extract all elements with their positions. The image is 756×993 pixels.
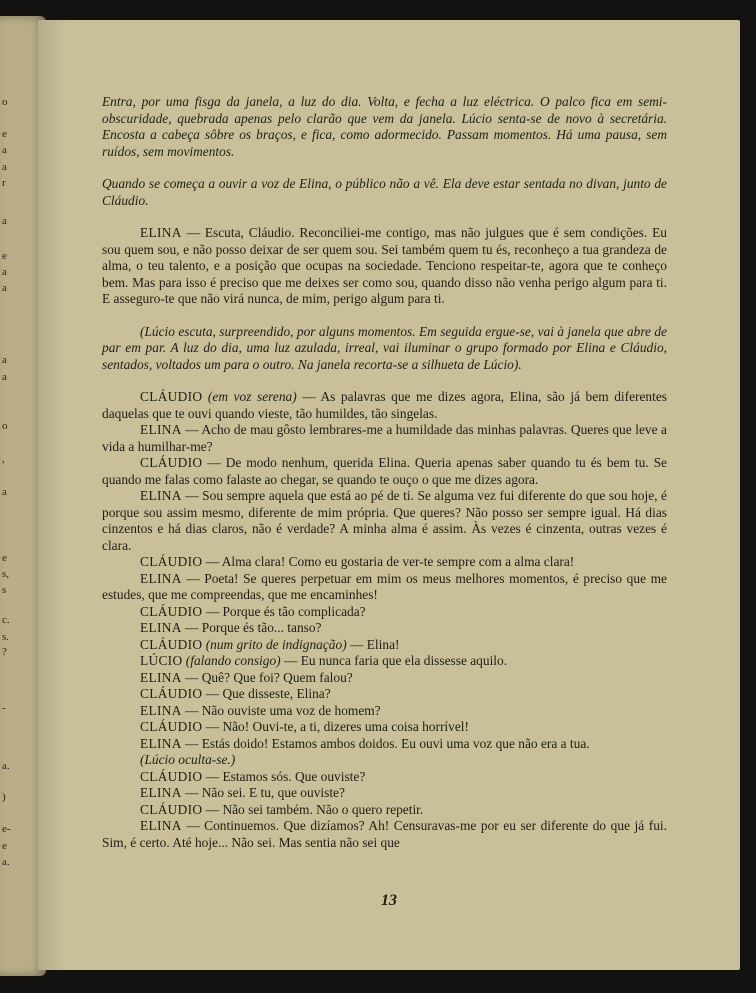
dialogue-line bbox=[102, 455, 667, 488]
margin-fragment: a bbox=[2, 161, 7, 173]
dialogue-line bbox=[102, 752, 667, 769]
margin-fragment: e bbox=[2, 840, 7, 852]
speaker-name: ELINA bbox=[140, 735, 182, 751]
speaker-name: CLÁUDIO bbox=[140, 636, 203, 652]
dialogue-line bbox=[102, 488, 667, 554]
margin-fragment: a. bbox=[2, 856, 10, 868]
margin-fragment: c. bbox=[2, 614, 10, 626]
stage-direction: Entra, por uma fisga da janela, a luz do dia. Volta, e fecha a luz eléctrica. O palco fica em semi-obscuridade, quebrada apenas pelo clarão que vem da janela. Lúcio senta-se de novo à secretária. Encosta a cabeça sôbre os braços, e fica, como adormecido. Passam momentos. Há uma pausa, sem ruídos, sem movimentos. bbox=[102, 94, 667, 159]
speaker-name: ELINA bbox=[140, 488, 182, 503]
speaker-name: ELINA bbox=[140, 669, 182, 685]
speech-text: — Não sei. E tu, que ouviste? bbox=[181, 785, 345, 800]
margin-fragment: e- bbox=[2, 823, 11, 835]
speech-text: — Quê? Que foi? Quem falou? bbox=[181, 669, 353, 685]
dialogue-line bbox=[102, 604, 667, 621]
speech-text: — De modo nenhum, querida Elina. Queria apenas saber quando tu és bem tu. Se quando me falas como falaste ao chegar, se quando te ouço o que me dizes agora. bbox=[102, 455, 667, 487]
speech-elina bbox=[102, 225, 667, 308]
margin-fragment: s bbox=[2, 584, 7, 596]
speaker-name: ELINA bbox=[140, 225, 182, 240]
speaker-name: CLÁUDIO bbox=[140, 455, 203, 470]
speaker-direction: (falando consigo) bbox=[182, 653, 281, 668]
dialogue-line bbox=[102, 422, 667, 455]
margin-fragment: o bbox=[2, 420, 8, 432]
dialogue-line bbox=[102, 719, 667, 736]
speaker-name: ELINA bbox=[140, 422, 182, 437]
dialogue-line bbox=[102, 637, 667, 654]
margin-fragment: , bbox=[2, 453, 5, 465]
speech-text: — Escuta, Cláudio. Reconciliei-me contigo, mas não julgues que é sem condições. Eu sou quem sou, e não posso deixar de ser quem sou. Sei também quem tu és, reconheço a tua grandeza de alma, o teu talento, e a posição que ocupas na sociedade. Tenciono respeitar-te, agora que te conheço bem. Mas para isso é preciso que me deixes ser como sou, quando disso não venha perigo algum para ti. E asseguro-te que não virá nunca, de mim, perigo algum para ti. bbox=[102, 225, 667, 306]
speech-text: — Porque és tão... tanso? bbox=[181, 620, 322, 635]
speaker-direction: (num grito de indignação) bbox=[202, 636, 347, 652]
margin-fragment: s, bbox=[2, 568, 10, 580]
stage-direction: Quando se começa a ouvir a voz de Elina, o público não a vê. Ela deve estar sentada no divan, junto de Cláudio. bbox=[102, 176, 667, 208]
dialogue-line bbox=[102, 802, 667, 819]
margin-fragment: - bbox=[2, 702, 6, 714]
margin-fragment: a. bbox=[2, 760, 10, 772]
speaker-name: ELINA bbox=[140, 702, 182, 718]
dialogue-line bbox=[102, 736, 667, 753]
margin-fragment: a bbox=[2, 371, 7, 383]
dialogue-line bbox=[102, 686, 667, 703]
stage-direction: (Lúcio escuta, surpreendido, por alguns momentos. Em seguida ergue-se, vai à janela que abre de par em par. A luz do dia, uma luz azulada, irreal, vai iluminar o grupo formado por Elina e Cláudio, sentados, voltados um para o outro. Na janela recorta-se a silhueta de Lúcio). bbox=[102, 323, 667, 372]
book-page bbox=[38, 20, 740, 970]
margin-fragment: ? bbox=[2, 646, 7, 658]
speaker-name: CLÁUDIO bbox=[140, 603, 203, 619]
speech-text: — Poeta! Se queres perpetuar em mim os meus melhores momentos, é preciso que me estudes, que me compreendas, que me encaminhes! bbox=[102, 570, 667, 602]
dialogue-line bbox=[102, 554, 667, 571]
dialogue-line bbox=[102, 818, 667, 851]
speaker-direction: (Lúcio oculta-se.) bbox=[140, 752, 236, 767]
speech-text: — Elina! bbox=[346, 636, 400, 652]
dialogue-line bbox=[102, 653, 667, 670]
page-number: 13 bbox=[381, 892, 397, 909]
speech-text: — As palavras que me dizes agora, Elina, são já bem diferentes daquelas que te ouvi quando vieste, tão humildes, tão singelas. bbox=[102, 389, 667, 421]
speaker-name: ELINA bbox=[140, 785, 182, 800]
speaker-name: CLÁUDIO bbox=[140, 768, 203, 784]
dialogue bbox=[102, 389, 667, 851]
dialogue-line bbox=[102, 703, 667, 720]
margin-fragment: ) bbox=[2, 791, 6, 803]
speech-text: — Estamos sós. Que ouviste? bbox=[202, 768, 366, 784]
speech-text: — Que disseste, Elina? bbox=[202, 686, 331, 701]
speech-text: — Continuemos. Que dizíamos? Ah! Censuravas-me por eu ser diferente do que já fui. Sim, é certo. Até hoje... Não sei. Mas sentia não sei que bbox=[102, 818, 667, 850]
speech-text: — Sou sempre aquela que está ao pé de ti. Se alguma vez fui diferente do que sou hoje, é porque sou assim mesmo, diferente de mim própria. Que queres? Não posso ser sempre igual. Há dias cinzentos e há dias claros, não é verdade? A minha alma é assim. Às vezes é cinzenta, outras vezes é clara. bbox=[102, 488, 667, 553]
margin-fragment: a bbox=[2, 266, 7, 278]
speech-text: — Acho de mau gôsto lembrares-me a humildade das minhas palavras. Queres que leve a vida a humilhar-me? bbox=[102, 422, 667, 454]
dialogue-line bbox=[102, 769, 667, 786]
dialogue-line bbox=[102, 670, 667, 687]
page-text bbox=[102, 94, 667, 851]
margin-fragment: e bbox=[2, 250, 7, 262]
dialogue-line bbox=[102, 620, 667, 637]
margin-fragment: a bbox=[2, 354, 7, 366]
margin-fragment: o bbox=[2, 96, 8, 108]
speaker-name: ELINA bbox=[140, 570, 182, 586]
margin-fragment: r bbox=[2, 177, 6, 189]
margin-fragment: a bbox=[2, 282, 7, 294]
margin-fragment: a bbox=[2, 215, 7, 227]
dialogue-line bbox=[102, 571, 667, 604]
speech-text: — Não sei também. Não o quero repetir. bbox=[202, 801, 424, 817]
margin-fragment: a bbox=[2, 144, 7, 156]
dialogue-line bbox=[102, 785, 667, 802]
speech-text: — Não ouviste uma voz de homem? bbox=[181, 702, 381, 718]
speaker-name: LÚCIO bbox=[140, 653, 183, 668]
speaker-name: CLÁUDIO bbox=[140, 686, 203, 701]
speech-text: — Estás doido! Estamos ambos doidos. Eu ouvi uma voz que não era a tua. bbox=[181, 735, 590, 751]
speaker-name: CLÁUDIO bbox=[140, 554, 203, 569]
speaker-name: CLÁUDIO bbox=[140, 801, 203, 817]
margin-fragment: e bbox=[2, 552, 7, 564]
speech-text: — Eu nunca faria que ela dissesse aquilo. bbox=[280, 653, 508, 668]
margin-fragment: e bbox=[2, 128, 7, 140]
speaker-name: CLÁUDIO bbox=[140, 719, 203, 734]
speaker-name: ELINA bbox=[140, 818, 182, 833]
speaker-name: CLÁUDIO bbox=[140, 389, 203, 404]
speech-text: — Alma clara! Como eu gostaria de ver-te sempre com a alma clara! bbox=[202, 554, 575, 569]
speech-text: — Não! Ouvi-te, a ti, dizeres uma coisa horrível! bbox=[202, 719, 469, 734]
margin-fragment: a bbox=[2, 486, 7, 498]
margin-fragment: s. bbox=[2, 631, 10, 643]
speaker-direction: (em voz serena) bbox=[202, 389, 297, 404]
speaker-name: ELINA bbox=[140, 620, 182, 635]
dialogue-line bbox=[102, 389, 667, 422]
speech-text: — Porque és tão complicada? bbox=[202, 603, 366, 619]
